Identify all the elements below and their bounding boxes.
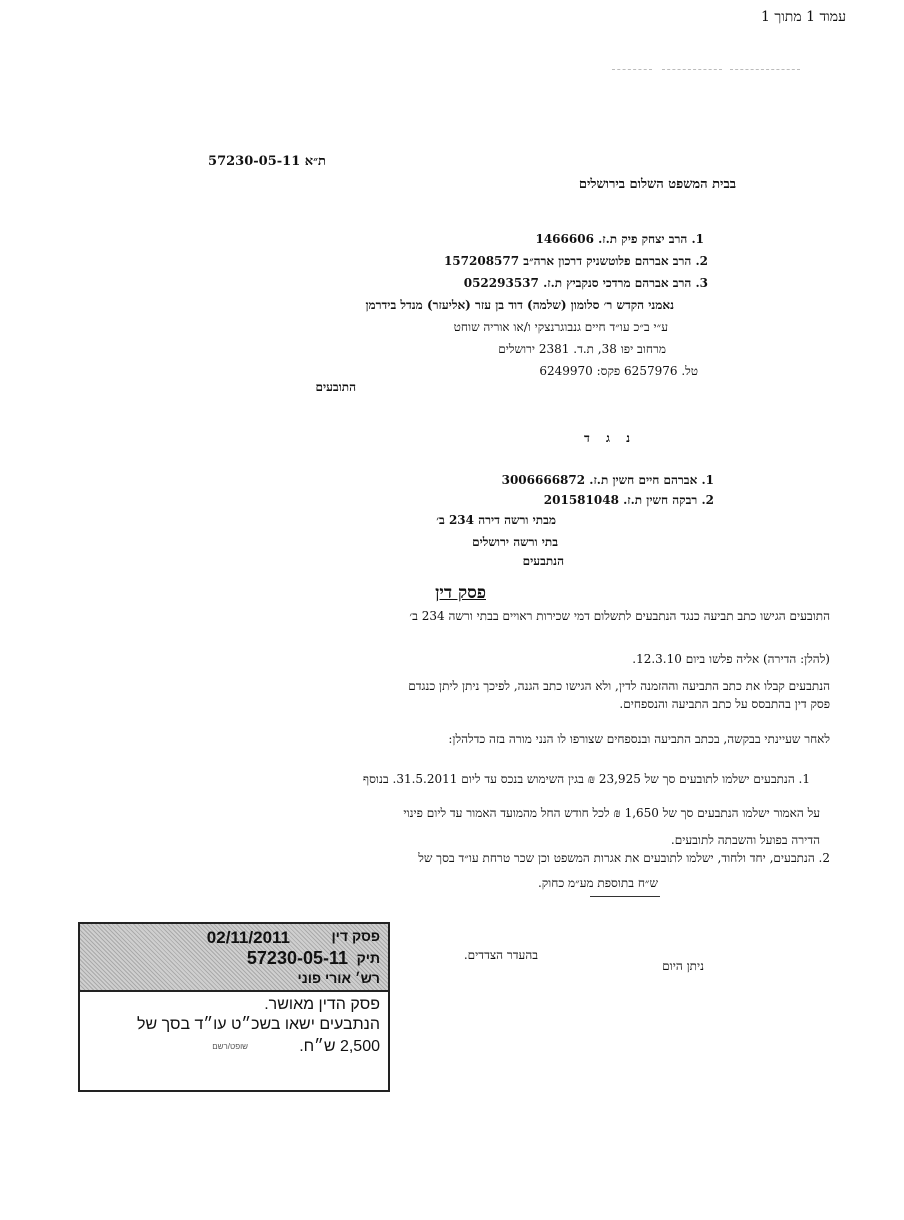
judgment-line: (להלן: הדירה) אליה פלשו ביום 12.3.10.: [632, 652, 830, 666]
plaintiff-line: מרחוב יפו 38, ת.ד. 2381 ירושלים: [498, 342, 666, 356]
after-review: לאחר שעיינתי בבקשה, בכתב התביעה ובנספחים שצורפו לו הנני מורה בזה כדלהלן:: [448, 732, 830, 746]
plaintiff-line: טל. 6257976 פקס: 6249970: [539, 364, 698, 378]
court-stamp: [78, 922, 390, 1092]
plaintiff-line: 2. הרב אברהם פלוטשניק דרכון ארה״ב 157208577: [443, 254, 708, 268]
defendant-line: 1. אברהם חיים חשין ת.ז. 3006666872: [501, 473, 714, 487]
stamp-file-number: 57230-05-11: [246, 948, 348, 968]
fax-header-dashes: [662, 69, 722, 70]
judgment-item-1: 1. הנתבעים ישלמו לתובעים סך של 23,925 ₪ בגין השימוש בנכס עד ליום 31.5.2011. בנוסף: [362, 772, 810, 786]
defendant-line: מבתי ורשה דירה 234 ב׳: [436, 513, 556, 527]
stamp-fee-text: הנתבעים ישאו בשכ״ט עו״ד בסך של: [137, 1016, 380, 1033]
defendants-role: הנתבעים: [522, 554, 564, 568]
defendant-line: 2. רבקה חשין ת.ז. 201581048: [543, 493, 714, 507]
plaintiff-line: נאמני הקדש ר׳ סלומון (שלמה) דוד בן עזר (אליעזר) מנדל בידרמן: [365, 298, 674, 312]
judgment-item-1: הדירה בפועל והשבתה לתובעים.: [670, 833, 820, 847]
stamp-amount: 2,500 ש״ח.: [299, 1038, 380, 1055]
fee-blank-line: [590, 896, 660, 897]
judgment-item-2: 2. הנתבעים, יחד ולחוד, ישלמו לתובעים את אגרות המשפט וכן שכר טרחת עו״ד בסך של: [418, 851, 830, 865]
plaintiff-line: 1. הרב יצחק פיק ת.ז. 1466606: [535, 232, 704, 246]
stamp-date: 02/11/2011: [206, 928, 290, 947]
stamp-file-label: תיק: [356, 950, 380, 966]
plaintiffs-role: התובעים: [315, 380, 356, 394]
judgment-item-1: על האמור ישלמו הנתבעים סך של 1,650 ₪ לכל חודש החל מהמועד האמור עד ליום פינוי: [403, 806, 820, 820]
judgment-line: התובעים הגישו כתב תביעה כנגד הנתבעים לתשלום דמי שכירות ראויים בבתי ורשה 234 ב׳: [409, 609, 830, 623]
stamp-judge: רש׳ אורי פוני: [297, 970, 380, 986]
judgment-line: פסק דין בהתבסס על כתב התביעה והנספחים.: [619, 697, 830, 711]
fax-header-dashes: [730, 69, 800, 70]
case-number: ת״א 57230-05-11: [208, 154, 326, 169]
plaintiff-line: ע״י ב״כ עו״ד חיים גנבוגרנצקי ו/או אוריה שוחט: [453, 320, 668, 334]
stamp-signature-note: שופט/רשם: [212, 1042, 248, 1051]
stamp-label: פסק דין: [331, 928, 380, 944]
plaintiff-line: 3. הרב אברהם מרדכי סנקביץ ת.ז. 052293537: [463, 276, 708, 290]
versus-label: נ ג ד: [584, 431, 636, 445]
page-indicator: עמוד 1 מתוך 1: [760, 9, 846, 25]
judgment-title: פסק דין: [435, 583, 486, 603]
given-today: ניתן היום: [662, 959, 704, 973]
court-name: בבית המשפט השלום בירושלים: [578, 177, 736, 192]
absence-note: בהעדר הצדדים.: [463, 948, 538, 962]
judgment-item-2: ש״ח בתוספת מע״מ כחוק.: [537, 876, 658, 890]
fax-header-dashes: [612, 69, 652, 70]
judgment-line: הנתבעים קבלו את כתב התביעה וההזמנה לדין, ולא הגישו כתב הגנה, לפיכך ניתן ליתן כנגדם: [408, 679, 830, 693]
stamp-approved: פסק הדין מאושר.: [264, 996, 380, 1013]
defendant-line: בתי ורשה ירושלים: [472, 535, 558, 549]
